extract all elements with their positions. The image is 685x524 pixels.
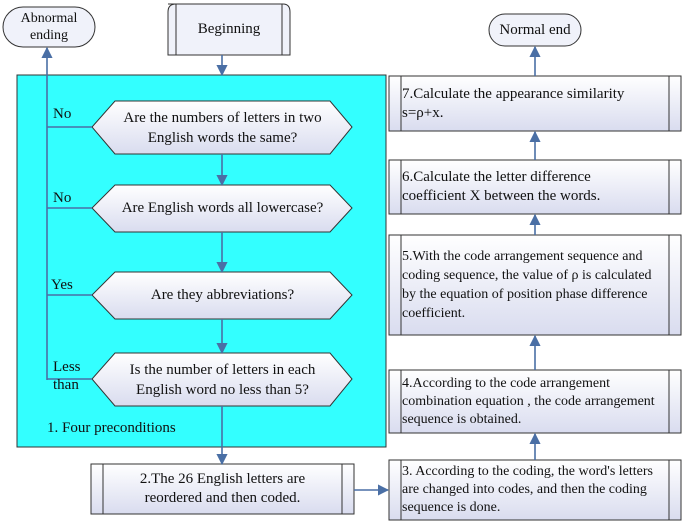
step-5-label: 5.With the code arrangement sequence and coding sequence, the value of ρ is calculated by the equation of position phase difference coefficient. xyxy=(402,249,652,321)
branch-label-yes: Yes xyxy=(51,277,73,293)
step-3-label: 3. According to the coding, the word's letters are changed into codes, and then the coding sequence is done. xyxy=(402,464,653,515)
decision-same-length-label: Are the numbers of letters in two English words the same? xyxy=(123,109,322,146)
abnormal-ending-label: Abnormal ending xyxy=(20,11,78,43)
branch-label-no-1: No xyxy=(53,106,72,122)
step-4-label: 4.According to the code arrangement combination equation , the code arrangement sequence is obtained. xyxy=(402,375,655,427)
decision-lowercase-label: Are English words all lowercase? xyxy=(121,200,324,216)
preconditions-title: 1. Four preconditions xyxy=(47,420,176,436)
normal-end-label: Normal end xyxy=(499,21,571,38)
step-2-label: 2.The 26 English letters are reordered and then coded. xyxy=(139,471,306,506)
decision-min-length-label: Is the number of letters in each English word no less than 5? xyxy=(129,361,316,398)
step-6-label: 6.Calculate the letter difference coefficient X between the words. xyxy=(402,169,601,204)
step-7-label: 7.Calculate the appearance similarity s=ρ+x. xyxy=(402,85,625,121)
branch-label-less-than: Less than xyxy=(53,359,81,393)
decision-abbreviations-label: Are they abbreviations? xyxy=(150,287,295,303)
branch-label-no-2: No xyxy=(53,190,72,206)
beginning-label: Beginning xyxy=(197,21,261,37)
